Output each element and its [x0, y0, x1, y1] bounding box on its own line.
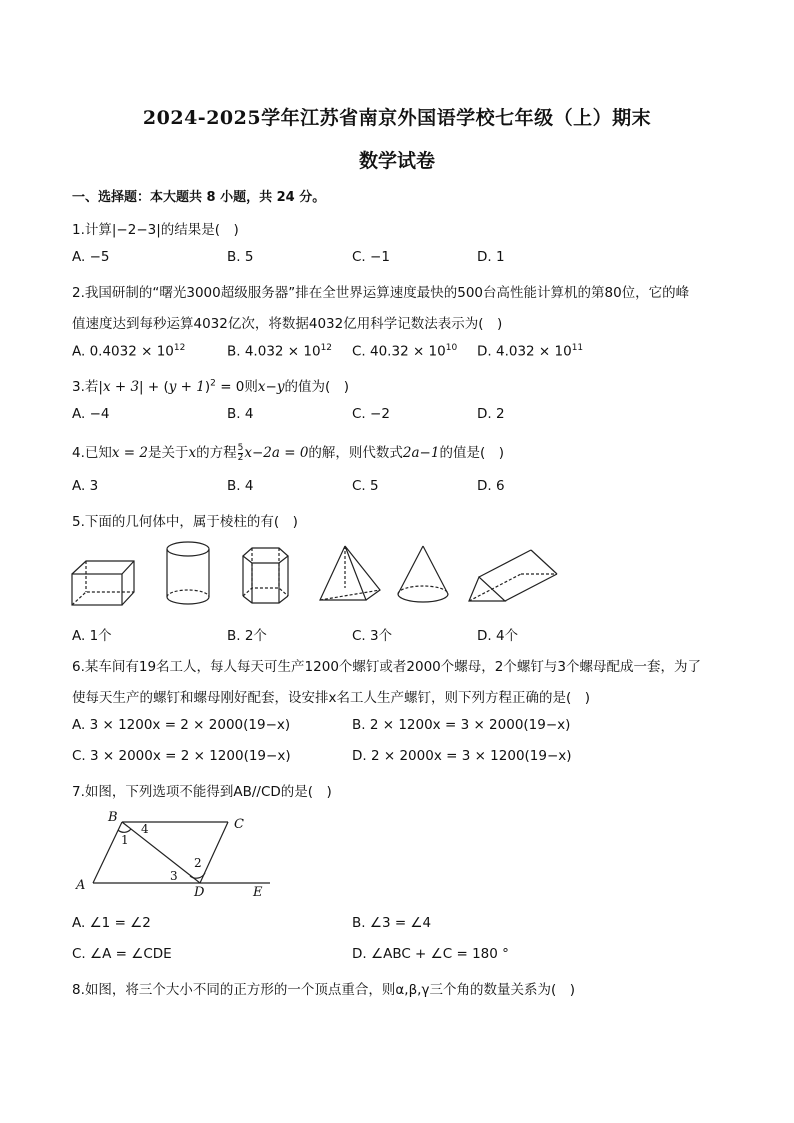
fraction: $\frac{5}{2}$ — [237, 442, 244, 463]
angle-label-4: 4 — [141, 822, 149, 836]
figure-label-d: D — [194, 885, 205, 900]
q1-option-a: A. −5 — [72, 249, 110, 265]
question-2-stem-line2: 值速度达到每秒运算4032亿次，将数据4032亿用科学记数法表示为( ) — [72, 316, 503, 332]
q2-option-d: D. $4.032 \times 10^{11}$ — [477, 343, 584, 360]
question-1-stem: 1.计算|−2−3|的结果是( ) — [72, 222, 239, 238]
q6-option-a: A. 3 × 1200x = 2 × 2000(19−x) — [72, 717, 291, 733]
figure-label-a: A — [76, 878, 86, 893]
question-8-stem: 8.如图，将三个大小不同的正方形的一个顶点重合，则α,β,γ三个角的数量关系为( ) — [72, 982, 575, 998]
q1-option-c: C. −1 — [352, 249, 390, 265]
angle-label-1: 1 — [121, 833, 129, 847]
figure-label-c: C — [234, 817, 244, 832]
q4-option-b: B. 4 — [227, 478, 254, 494]
q3-option-c: C. −2 — [352, 406, 390, 422]
q7-option-c: C. ∠A = ∠CDE — [72, 946, 172, 962]
question-3-stem: 3.若$|x + 3| + (y + 1)^2 = 0$则x−y的值为( ) — [72, 378, 349, 395]
angle-label-2: 2 — [194, 856, 202, 870]
question-6-stem-line2: 使每天生产的螺钉和螺母刚好配套，设安排x名工人生产螺钉，则下列方程正确的是( ) — [72, 690, 591, 706]
question-7-stem: 7.如图，下列选项不能得到AB//CD的是( ) — [72, 784, 332, 800]
figure-label-b: B — [108, 810, 118, 825]
q2-option-a: A. $0.4032 \times 10^{12}$ — [72, 343, 186, 360]
q6-option-c: C. 3 × 2000x = 2 × 1200(19−x) — [72, 748, 291, 764]
angle-label-3: 3 — [170, 869, 178, 883]
exam-title: 2024-2025学年江苏省南京外国语学校七年级（上）期末 — [142, 107, 652, 129]
q1-option-d: D. 1 — [477, 249, 505, 265]
section-heading: 一、选择题：本大题共 8 小题，共 24 分。 — [72, 190, 326, 205]
question-2-stem-line1: 2.我国研制的“曙光3000超级服务器”排在全世界运算速度最快的500台高性能计算机的第80位，它的峰 — [72, 285, 690, 301]
q3-option-d: D. 2 — [477, 406, 505, 422]
q3-option-b: B. 4 — [227, 406, 254, 422]
question-4-stem: 4.已知x = 2是关于x的方程 $\frac{5}{2}$ x−2a = 0的解，则代数式2a−1的值是( ) — [72, 442, 504, 463]
q5-option-c: C. 3个 — [352, 628, 393, 644]
figure-label-e: E — [253, 885, 263, 900]
q2-option-c: C. $40.32 \times 10^{10}$ — [352, 343, 458, 360]
question-5-stem: 5.下面的几何体中，属于棱柱的有( ) — [72, 514, 298, 530]
q7-option-b: B. ∠3 = ∠4 — [352, 915, 432, 931]
q7-option-d: D. ∠ABC + ∠C = 180 ° — [352, 946, 509, 962]
q6-option-d: D. 2 × 2000x = 3 × 1200(19−x) — [352, 748, 572, 764]
q4-option-d: D. 6 — [477, 478, 505, 494]
q1-option-b: B. 5 — [227, 249, 254, 265]
q5-option-b: B. 2个 — [227, 628, 267, 644]
q7-option-a: A. ∠1 = ∠2 — [72, 915, 151, 931]
q5-option-d: D. 4个 — [477, 628, 519, 644]
q2-option-b: B. $4.032 \times 10^{12}$ — [227, 343, 333, 360]
q6-option-b: B. 2 × 1200x = 3 × 2000(19−x) — [352, 717, 571, 733]
q5-option-a: A. 1个 — [72, 628, 112, 644]
q3-option-a: A. −4 — [72, 406, 110, 422]
q4-option-a: A. 3 — [72, 478, 99, 494]
question-6-stem-line1: 6.某车间有19名工人，每人每天可生产1200个螺钉或者2000个螺母，2个螺钉与3个螺母配成一套，为了 — [72, 659, 701, 675]
exam-subtitle: 数学试卷 — [358, 150, 435, 172]
q4-option-c: C. 5 — [352, 478, 379, 494]
